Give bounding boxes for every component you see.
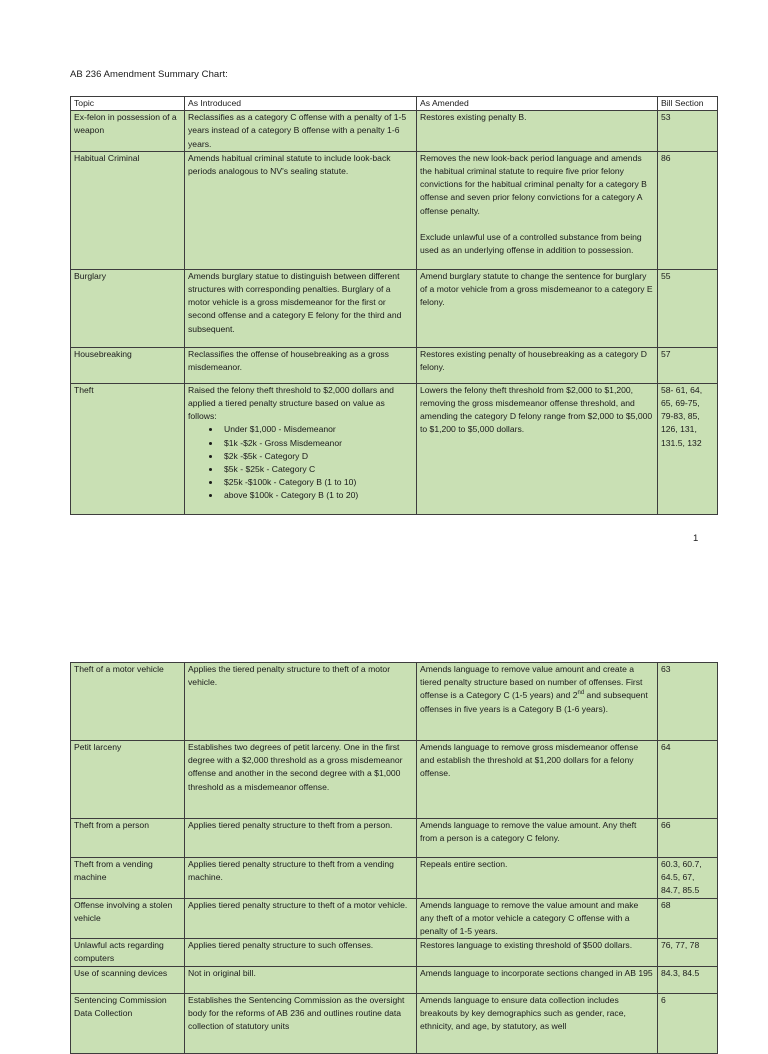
section-cell: 86 <box>658 151 718 269</box>
amended-cell: Amends language to remove the value amount. Any theft from a person is a category C felony. <box>417 819 658 858</box>
table-row <box>71 819 718 858</box>
introduced-cell: Amends burglary statue to distinguish between different structures with corresponding penalties. Burglary of a motor vehicle is a gross misdemeanor for the first or second offense and a category E felony for the third and subsequent. <box>185 269 417 347</box>
amended-paragraph: Removes the new look-back period language and amends the habitual criminal statute to require five prior felony convictions for the habitual criminal penalty for a category B offense and seven prior felony convictions for a category A offense penalty. <box>420 152 647 216</box>
amended-cell: Amend burglary statute to change the sentence for burglary of a motor vehicle from a gross misdemeanor to a category E felony. <box>417 269 658 347</box>
list-item: • $1k -$2k - Gross Misdemeanor <box>221 437 413 450</box>
section-cell: 53 <box>658 111 718 152</box>
table-header-row <box>71 97 718 111</box>
table-row <box>71 858 718 899</box>
table-row <box>71 898 718 939</box>
header-as-introduced: As Introduced <box>185 97 417 111</box>
list-item: • Under $1,000 - Misdemeanor <box>221 423 413 436</box>
page-number: 1 <box>693 533 699 544</box>
amended-cell: Restores existing penalty of housebreaking as a category D felony. <box>417 347 658 383</box>
amended-cell: Amends language to remove gross misdemeanor offense and establish the threshold at $1,200 dollars for a felony offense. <box>417 741 658 819</box>
introduced-cell: Amends habitual criminal statute to include look-back periods analogous to NV's sealing statute. <box>185 151 417 269</box>
amendment-summary-table-page-1 <box>70 96 718 515</box>
table-row <box>71 663 718 741</box>
introduced-cell: Not in original bill. <box>185 966 417 993</box>
introduced-cell: Establishes two degrees of petit larceny. One in the first degree with a $2,000 threshold as a gross misdemeanor offense and another in the second degree with a $1,000 threshold as a misdemeanor offense. <box>185 741 417 819</box>
amended-cell: Lowers the felony theft threshold from $2,000 to $1,200, removing the gross misdemeanor offense threshold, and amending the category D felony range from $2,000 to $5,000 to $1,200 to $5,000 dollars. <box>417 383 658 514</box>
amended-cell: Amends language to ensure data collection includes breakouts by key demographics such as gender, race, ethnicity, and age, by statutory, as well <box>417 993 658 1053</box>
topic-cell: Theft of a motor vehicle <box>71 663 185 741</box>
introduced-cell: Applies tiered penalty structure to theft from a vending machine. <box>185 858 417 899</box>
section-cell: 63 <box>658 663 718 741</box>
amended-cell: Amends language to incorporate sections changed in AB 195 <box>417 966 658 993</box>
header-topic: Topic <box>71 97 185 111</box>
topic-cell: Offense involving a stolen vehicle <box>71 898 185 939</box>
section-cell: 6 <box>658 993 718 1053</box>
table-row <box>71 111 718 152</box>
topic-cell: Petit larceny <box>71 741 185 819</box>
section-cell: 60.3, 60.7, 64.5, 67, 84.7, 85.5 <box>658 858 718 899</box>
introduced-cell: Reclassifies as a category C offense with a penalty of 1-5 years instead of a category B offense with a penalty 1-6 years. <box>185 111 417 152</box>
topic-cell: Housebreaking <box>71 347 185 383</box>
table-row <box>71 383 718 514</box>
header-as-amended: As Amended <box>417 97 658 111</box>
table-row <box>71 966 718 993</box>
introduced-cell: Establishes the Sentencing Commission as the oversight body for the reforms of AB 236 and outlines routine data collection of statutory units <box>185 993 417 1053</box>
topic-cell: Theft <box>71 383 185 514</box>
paragraph-spacer <box>420 218 654 231</box>
section-cell: 55 <box>658 269 718 347</box>
topic-cell: Use of scanning devices <box>71 966 185 993</box>
ordinal-suffix: nd <box>577 690 585 697</box>
introduced-cell: Applies the tiered penalty structure to theft of a motor vehicle. <box>185 663 417 741</box>
topic-cell: Burglary <box>71 269 185 347</box>
section-cell: 66 <box>658 819 718 858</box>
amendment-summary-table-page-2 <box>70 662 718 1054</box>
amended-cell <box>417 663 658 741</box>
amended-paragraph: Exclude unlawful use of a controlled substance from being used as an underlying offense in addition to possession. <box>420 231 642 256</box>
amended-cell: Amends language to remove the value amount and make any theft of a motor vehicle a category C offense with a penalty of 1-5 years. <box>417 898 658 939</box>
topic-cell: Sentencing Commission Data Collection <box>71 993 185 1053</box>
list-item: • $2k -$5k - Category D <box>221 450 413 463</box>
document-title: AB 236 Amendment Summary Chart: <box>70 69 228 80</box>
list-item: • $25k -$100k - Category B (1 to 10) <box>221 476 413 489</box>
amended-cell: Restores language to existing threshold of $500 dollars. <box>417 939 658 966</box>
introduced-cell: Reclassifies the offense of housebreaking as a gross misdemeanor. <box>185 347 417 383</box>
amended-cell: Repeals entire section. <box>417 858 658 899</box>
table-row <box>71 741 718 819</box>
topic-cell: Habitual Criminal <box>71 151 185 269</box>
section-cell: 58- 61, 64, 65, 69-75, 79-83, 85, 126, 131, 131.5, 132 <box>658 383 718 514</box>
section-cell: 84.3, 84.5 <box>658 966 718 993</box>
amended-text: and subsequent offenses in five years is a Category B (1-6 years). <box>420 690 648 714</box>
introduced-paragraph: Raised the felony theft threshold to $2,000 dollars and applied a tiered penalty structure based on value as follows: <box>188 384 394 422</box>
topic-cell: Theft from a person <box>71 819 185 858</box>
section-cell: 68 <box>658 898 718 939</box>
table-row <box>71 151 718 269</box>
section-cell: 64 <box>658 741 718 819</box>
introduced-cell <box>185 383 417 514</box>
topic-cell: Ex-felon in possession of a weapon <box>71 111 185 152</box>
introduced-cell: Applies tiered penalty structure to theft of a motor vehicle. <box>185 898 417 939</box>
topic-cell: Unlawful acts regarding computers <box>71 939 185 966</box>
section-cell: 57 <box>658 347 718 383</box>
amended-cell <box>417 151 658 269</box>
introduced-cell: Applies tiered penalty structure to such offenses. <box>185 939 417 966</box>
threshold-list <box>188 423 413 502</box>
table-row <box>71 939 718 966</box>
section-cell: 76, 77, 78 <box>658 939 718 966</box>
amended-text: Amends language to remove value amount and create a tiered penalty structure based on number of offenses. First offense is a Category C (1-5 years) and 2 <box>420 664 643 701</box>
list-item: • above $100k - Category B (1 to 20) <box>221 489 413 502</box>
introduced-cell: Applies tiered penalty structure to theft from a person. <box>185 819 417 858</box>
table-row <box>71 269 718 347</box>
list-item: • $5k - $25k - Category C <box>221 463 413 476</box>
amended-cell: Restores existing penalty B. <box>417 111 658 152</box>
table-row <box>71 993 718 1053</box>
header-bill-section: Bill Section <box>658 97 718 111</box>
table-row <box>71 347 718 383</box>
topic-cell: Theft from a vending machine <box>71 858 185 899</box>
